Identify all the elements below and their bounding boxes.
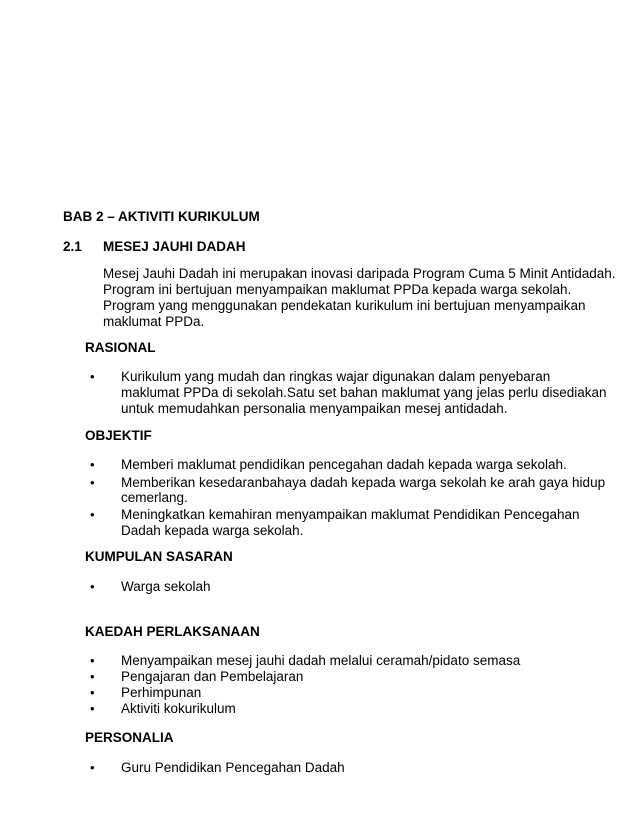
kumpulan-sasaran-heading: KUMPULAN SASARAN <box>85 549 233 564</box>
bullet-icon: • <box>90 653 95 668</box>
section-number: 2.1 <box>63 239 82 254</box>
bullet-icon: • <box>90 369 95 384</box>
intro-line: Mesej Jauhi Dadah ini merupakan inovasi daripada Program Cuma 5 Minit Antidadah. <box>103 266 616 281</box>
bullet-icon: • <box>90 685 95 700</box>
objektif-heading: OBJEKTIF <box>85 428 152 443</box>
list-item-line: Menyampaikan mesej jauhi dadah melalui ceramah/pidato semasa <box>121 653 521 668</box>
intro-line: Program ini bertujuan menyampaikan maklumat PPDa kepada warga sekolah. <box>103 282 572 297</box>
list-item-line: cemerlang. <box>121 490 188 505</box>
kaedah-heading: KAEDAH PERLAKSANAAN <box>85 624 260 639</box>
rasional-heading: RASIONAL <box>85 340 156 355</box>
bullet-icon: • <box>90 760 95 775</box>
list-item-line: Memberikan kesedaranbahaya dadah kepada warga sekolah ke arah gaya hidup <box>121 475 606 490</box>
bullet-icon: • <box>90 701 95 716</box>
list-item-line: Meningkatkan kemahiran menyampaikan maklumat Pendidikan Pencegahan <box>121 507 580 522</box>
list-item-line: untuk memudahkan personalia menyampaikan mesej antidadah. <box>121 401 508 416</box>
bullet-icon: • <box>90 579 95 594</box>
personalia-heading: PERSONALIA <box>85 730 174 745</box>
bullet-icon: • <box>90 507 95 522</box>
list-item-line: Pengajaran dan Pembelajaran <box>121 669 304 684</box>
bullet-icon: • <box>90 669 95 684</box>
list-item-line: Dadah kepada warga sekolah. <box>121 523 304 538</box>
list-item-line: Guru Pendidikan Pencegahan Dadah <box>121 760 345 775</box>
list-item-line: Memberi maklumat pendidikan pencegahan dadah kepada warga sekolah. <box>121 457 567 472</box>
bullet-icon: • <box>90 457 95 472</box>
section-title: MESEJ JAUHI DADAH <box>103 239 246 254</box>
list-item-line: Kurikulum yang mudah dan ringkas wajar digunakan dalam penyebaran <box>121 369 551 384</box>
intro-line: maklumat PPDa. <box>103 314 205 329</box>
list-item-line: Warga sekolah <box>121 579 211 594</box>
intro-line: Program yang menggunakan pendekatan kurikulum ini bertujuan menyampaikan <box>103 298 586 313</box>
bullet-icon: • <box>90 475 95 490</box>
list-item-line: Perhimpunan <box>121 685 202 700</box>
chapter-title: BAB 2 – AKTIVITI KURIKULUM <box>63 209 260 224</box>
list-item-line: maklumat PPDa di sekolah.Satu set bahan maklumat yang jelas perlu disediakan <box>121 385 607 400</box>
list-item-line: Aktiviti kokurikulum <box>121 701 236 716</box>
